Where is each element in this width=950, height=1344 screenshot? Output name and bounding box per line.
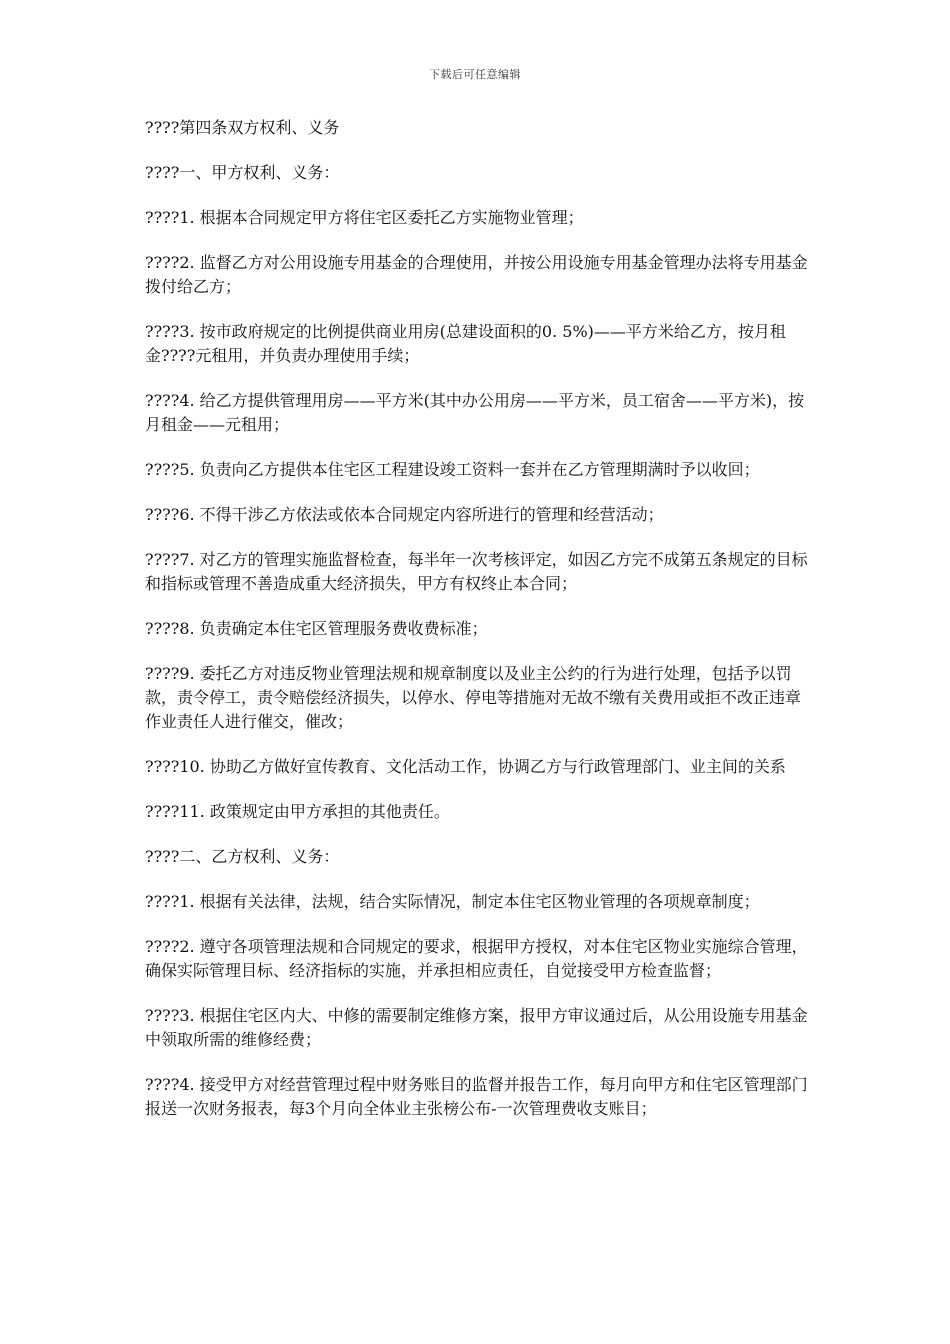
party-a-item-5: ????5. 负责向乙方提供本住宅区工程建设竣工资料一套并在乙方管理期满时予以收回；	[145, 460, 760, 479]
party-b-item-4: ????4. 接受甲方对经营管理过程中财务账目的监督并报告工作，每月向甲方和住宅区管理部门报送一次财务报表，每3个月向全体业主张榜公布-一次管理费收支账目；	[145, 1075, 808, 1118]
party-a-item-7: ????7. 对乙方的管理实施监督检查，每半年一次考核评定，如因乙方完不成第五条规定的目标和指标或管理不善造成重大经济损失，甲方有权终止本合同；	[145, 550, 808, 593]
party-a-item-8: ????8. 负责确定本住宅区管理服务费收费标准；	[145, 619, 488, 638]
party-a-item-3: ????3. 按市政府规定的比例提供商业用房(总建设面积的0. 5%)——平方米给乙方，按月租金????元租用，并负责办理使用手续；	[145, 322, 786, 365]
party-a-heading: ????一、甲方权利、义务：	[145, 163, 340, 182]
party-a-item-10: ????10. 协助乙方做好宣传教育、文化活动工作，协调乙方与行政管理部门、业主间的关系	[145, 757, 786, 776]
party-b-item-3: ????3. 根据住宅区内大、中修的需要制定维修方案，报甲方审议通过后，从公用设施专用基金中领取所需的维修经费；	[145, 1006, 808, 1049]
page-header: 下载后可任意编辑	[429, 68, 521, 81]
party-b-heading: ????二、乙方权利、义务：	[145, 847, 340, 866]
party-a-item-11: ????11. 政策规定由甲方承担的其他责任。	[145, 802, 450, 821]
section-title: ????第四条双方权利、义务	[145, 118, 340, 137]
document-body	[145, 116, 810, 1142]
party-a-item-6: ????6. 不得干涉乙方依法或依本合同规定内容所进行的管理和经营活动；	[145, 505, 664, 524]
party-a-item-9: ????9. 委托乙方对违反物业管理法规和规章制度以及业主公约的行为进行处理，包括予以罚款，责令停工，责令赔偿经济损失，以停水、停电等措施对无故不缴有关费用或拒不改正违章作业责任人进行催交，催改；	[145, 664, 802, 731]
party-b-item-2: ????2. 遵守各项管理法规和合同规定的要求，根据甲方授权，对本住宅区物业实施综合管理，确保实际管理目标、经济指标的实施，并承担相应责任，自觉接受甲方检查监督；	[145, 937, 808, 980]
party-a-item-1: ????1. 根据本合同规定甲方将住宅区委托乙方实施物业管理；	[145, 208, 584, 227]
party-a-item-4: ????4. 给乙方提供管理用房——平方米(其中办公用房——平方米，员工宿舍——平方米)，按月租金——元租用；	[145, 391, 805, 434]
party-a-item-2: ????2. 监督乙方对公用设施专用基金的合理使用，并按公用设施专用基金管理办法将专用基金拨付给乙方；	[145, 253, 808, 296]
party-b-item-1: ????1. 根据有关法律，法规，结合实际情况，制定本住宅区物业管理的各项规章制度；	[145, 892, 760, 911]
